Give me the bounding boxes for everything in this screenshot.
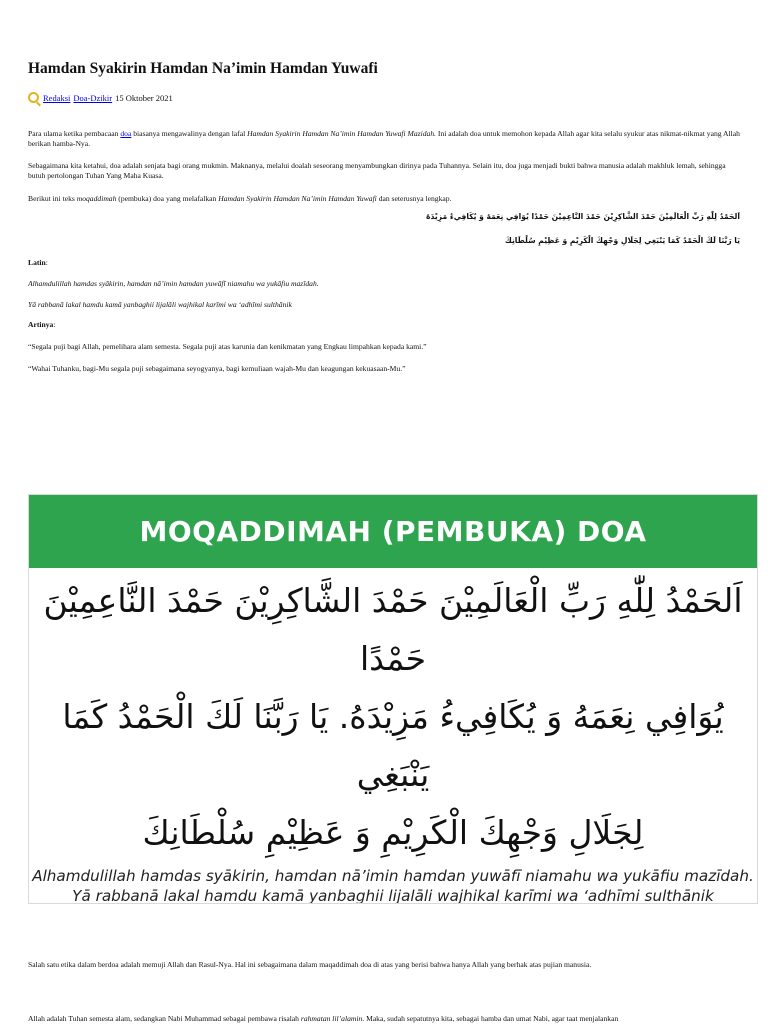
latin-label: Latin <box>28 258 46 267</box>
banner-arabic <box>29 568 757 862</box>
artinya-label: Artinya <box>28 320 54 329</box>
banner-arabic-line-2: يُوَافِي نِعَمَهُ وَ يُكَافِيءُ مَزِيْدَهُ. يَا رَبَّنَا لَكَ الْحَمْدُ كَمَا يَنْبَغِي <box>62 697 724 794</box>
article-meta <box>28 92 173 103</box>
intro-text-b: biasanya mengawalinya dengan lafal <box>131 129 248 138</box>
author-link[interactable]: Redaksi <box>43 92 71 103</box>
berikut-italic-b: moqaddimah <box>76 194 117 203</box>
allah-text-c: . Maka, sudah sepatutnya kita, sebagai hamba dan umat Nabi, agar taat menjalankan <box>362 1014 619 1023</box>
category-link[interactable]: Doa-Dzikir <box>73 92 113 103</box>
berikut-italic-d: Hamdan Syakirin Hamdan Na’imin Hamdan Yuwafi <box>218 194 377 203</box>
latin-line-1 <box>28 279 740 289</box>
paragraph-doa-senjata: Sebagaimana kita ketahui, doa adalah senjata bagi orang mukmin. Maknanya, melalui doalah seseorang menyambungkan dirinya pada Tuhannya. Selain itu, doa juga menjadi bukti bahwa manusia adalah makhluk lemah, sehingga butuh pertolongan Tuhan Yang Maha Kuasa. <box>28 161 726 180</box>
moqaddimah-banner-image <box>28 494 758 904</box>
latin-line-2 <box>28 300 740 310</box>
paragraph-berikut <box>28 194 740 204</box>
berikut-text-e: dan seterusnya lengkap. <box>376 194 452 203</box>
clock-icon <box>28 92 39 103</box>
doa-link[interactable]: doa <box>120 129 132 138</box>
allah-italic: rahmatan lil’alamin <box>300 1014 363 1023</box>
artinya-line-2: “Wahai Tuhanku, bagi-Mu segala puji sebagaimana seyogyanya, bagi kemuliaan wajah-Mu dan keagungan kekuasaan-Mu.” <box>28 364 406 373</box>
paragraph-etika: Salah satu etika dalam berdoa adalah memuji Allah dan Rasul-Nya. Hal ini sebagaimana dalam maqaddimah doa di atas yang berisi bahwa hanya Allah yang berhak atas pujian manusia. <box>28 960 592 969</box>
berikut-text-c: (pembuka) doa yang melafalkan <box>116 194 219 203</box>
intro-text-d: Ini adalah doa untuk memohon kepada Allah agar kita selalu syukur atas nikmat-nikmat yang Allah berikan hamba-Nya. <box>28 129 740 148</box>
article-title: Hamdan Syakirin Hamdan Na’imin Hamdan Yuwafi <box>28 60 378 77</box>
berikut-text-a: Berikut ini teks <box>28 194 77 203</box>
intro-italic: Hamdan Syakirin Hamdan Na’imin Hamdan Yuwafi Mazidah. <box>247 129 437 138</box>
allah-text-a: Allah adalah Tuhan semesta alam, sedangkan Nabi Muhammad sebagai pembawa risalah <box>28 1014 301 1023</box>
paragraph-allah <box>28 1014 740 1024</box>
paragraph-intro <box>28 129 740 148</box>
arabic-line-1: اَلحَمْدُ لِلّٰهِ رَبِّ الْعَالَمِيْنَ حَمْدَ الشَّاكِرِيْنَ حَمْدَ النَّاعِمِيْنَ حَمْدًا يُوَافِي نِعَمَهُ وَ يُكَافِيءُ مَزِيْدَهُ <box>426 212 740 221</box>
banner-arabic-line-1: اَلحَمْدُ لِلّٰهِ رَبِّ الْعَالَمِيْنَ حَمْدَ الشَّاكِرِيْنَ حَمْدَ النَّاعِمِيْنَ حَمْدًا <box>43 581 743 678</box>
banner-heading: MOQADDIMAH (PEMBUKA) DOA <box>29 495 757 568</box>
latin-line-2-text: Yā rabbanā lakal hamdu kamā yanbaghii lijalāli wajhikal karīmi wa ‘adhīmi sulthānik <box>28 300 292 309</box>
arabic-line-2: يَا رَبَّنَا لَكَ الْحَمْدُ كَمَا يَنْبَغِي لِجَلَالِ وَجْهِكَ الْكَرِيْمِ وَ عَظِيْمِ سُلْطَانِكَ <box>504 236 740 245</box>
intro-text-a: Para ulama ketika pembacaan <box>28 129 121 138</box>
latin-line-1-text: Alhamdulillah hamdas syākirin, hamdan nā’imin hamdan yuwāfī niamahu wa yukāfiu mazīdah. <box>28 279 319 288</box>
artinya-heading: Artinya: <box>28 320 56 329</box>
banner-arabic-line-3: لِجَلَالِ وَجْهِكَ الْكَرِيْمِ وَ عَظِيْمِ سُلْطَانِكَ <box>142 813 644 852</box>
banner-latin-line-1: Alhamdulillah hamdas syākirin, hamdan nā’imin hamdan yuwāfī niamahu wa yukāfiu mazīdah. <box>32 867 754 885</box>
post-date: 15 Oktober 2021 <box>115 92 173 103</box>
banner-latin <box>29 866 757 904</box>
banner-latin-line-2: Yā rabbanā lakal hamdu kamā yanbaghii lijalāli wajhikal karīmi wa ‘adhīmi sulthānik <box>72 887 714 904</box>
latin-heading: Latin: <box>28 258 48 267</box>
artinya-line-1: “Segala puji bagi Allah, pemelihara alam semesta. Segala puji atas karunia dan kenikmatan yang Engkau limpahkan kepada kami.” <box>28 342 427 351</box>
